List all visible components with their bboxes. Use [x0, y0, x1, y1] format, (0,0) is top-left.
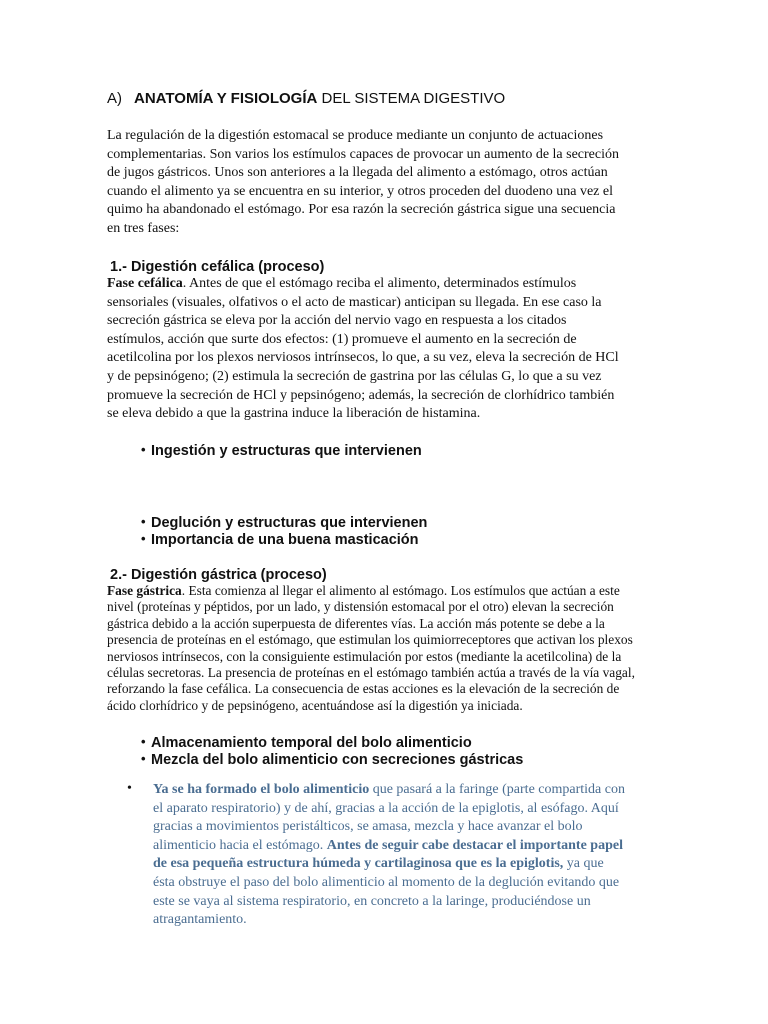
- intro-line: La regulación de la digestión estomacal se produce mediante un conjunto de actuaciones: [107, 128, 604, 143]
- intro-line: cuando el alimento ya se encuentra en su interior, y otros proceden del duodeno una vez el: [107, 183, 613, 199]
- bullet-item: [141, 734, 472, 751]
- bullet-text: Deglución y estructuras que intervienen: [151, 515, 428, 531]
- section2-title: 2.- Digestión gástrica (proceso): [110, 567, 327, 583]
- section1-line: promueve la secreción de HCl y pepsinógeno; además, la secreción de clorhídrico también: [107, 387, 615, 403]
- heading-rest: DEL SISTEMA DIGESTIVO: [317, 90, 506, 107]
- blue-line: [153, 837, 673, 856]
- blue-line5-rest: ya que: [563, 856, 604, 872]
- blue-paragraph: [153, 781, 673, 930]
- blue-line4-bold: Antes de seguir cabe destacar el importante papel: [326, 837, 623, 853]
- blue-line: gracias a movimientos peristálticos, se amasa, mezcla y hace avanzar el bolo: [153, 819, 583, 835]
- section1-line: y de pepsinógeno; (2) estimula la secreción de gastrina por las células G, lo que a su vez: [107, 368, 602, 384]
- intro-line: complementarias. Son varios los estímulos capaces de provocar un aumento de la secreción: [107, 146, 619, 162]
- bullet-item: [141, 514, 427, 531]
- section2-paragraph: [107, 583, 663, 714]
- blue-line1-rest: que pasará a la faringe (parte compartida con: [369, 782, 625, 797]
- section2-line: nivel (proteínas y péptidos, por un lado, y distensión estomacal por el otro) elevan la secreción: [107, 599, 614, 615]
- section1-paragraph: [107, 275, 663, 424]
- blue-line4-plain: alimenticio hacia el estómago.: [153, 837, 327, 853]
- section2-term: Fase gástrica: [107, 583, 182, 598]
- bullet-item: [141, 442, 422, 459]
- section1-first-line: . Antes de que el estómago reciba el alimento, determinados estímulos: [182, 276, 577, 291]
- intro-paragraph: [107, 127, 663, 239]
- bullet-text: Ingestión y estructuras que intervienen: [151, 443, 422, 459]
- section1-term: Fase cefálica: [107, 276, 183, 291]
- bullet-text: Mezcla del bolo alimenticio con secreciones gástricas: [151, 752, 524, 768]
- heading-letter: A): [107, 90, 122, 107]
- section1-title: 1.- Digestión cefálica (proceso): [110, 259, 325, 275]
- blue-line: el aparato respiratorio) y de ahí, gracias a la acción de la epiglotis, al esófago. Aquí: [153, 800, 619, 816]
- section2-line: [107, 583, 663, 599]
- section1-line: secreción gástrica se eleva por la acción del nervio vago en respuesta a los citados: [107, 313, 567, 329]
- section1-line: [107, 275, 663, 294]
- section1-line: se eleva debido a que la gastrina induce la liberación de histamina.: [107, 406, 481, 422]
- section2-first-line: . Esta comienza al llegar el alimento al estómago. Los estímulos que actúan a este: [181, 583, 620, 598]
- blue-line: [153, 855, 673, 874]
- blue-line5-bold: de esa pequeña estructura húmeda y cartilaginosa que es la epiglotis,: [153, 856, 564, 872]
- intro-line: en tres fases:: [107, 220, 180, 236]
- blue-line: [153, 781, 673, 800]
- section1-line: acetilcolina por los plexos nerviosos intrínsecos, lo que, a su vez, eleva la secreción de HCl: [107, 350, 619, 366]
- blue-bold-start: Ya se ha formado el bolo alimenticio: [153, 782, 370, 797]
- section-heading: [107, 90, 505, 107]
- section1-line: estímulos, acción que surte dos efectos: (1) promueve el aumento en la secreción de: [107, 331, 577, 347]
- bullet-icon: •: [127, 781, 132, 796]
- bullet-text: Almacenamiento temporal del bolo alimenticio: [151, 735, 472, 751]
- section2-line: gástrica debido a la acción superpuesta de diferentes vías. La acción más potente se debe a la: [107, 615, 605, 631]
- section2-line: presencia de proteínas en el estómago, que estimulan los quimiorreceptores que activan los plexos: [107, 632, 633, 648]
- bullet-icon: •: [141, 751, 146, 766]
- section2-line: reforzando la fase cefálica. La consecuencia de estas acciones es la elevación de la secreción de: [107, 681, 620, 697]
- bullet-icon: •: [141, 442, 146, 457]
- intro-line: de jugos gástricos. Unos son anteriores a la llegada del alimento a estómago, otros actúan: [107, 165, 608, 181]
- heading-bold: ANATOMÍA Y FISIOLOGÍA: [134, 90, 318, 107]
- section2-line: ácido clorhídrico y de pepsinógeno, acentuándose así la digestión ya iniciada.: [107, 697, 523, 713]
- section2-line: células secretoras. La presencia de proteínas en el estómago también actúa a través de la vía vagal,: [107, 665, 635, 681]
- section1-line: sensoriales (visuales, olfativos o el acto de masticar) anticipan su llegada. En ese caso la: [107, 294, 602, 310]
- blue-line: atragantamiento.: [153, 912, 247, 928]
- bullet-item: [141, 751, 523, 768]
- blue-line: este se vaya al sistema respiratorio, en concreto a la laringe, produciéndose un: [153, 893, 591, 909]
- bullet-text: Importancia de una buena masticación: [151, 532, 419, 548]
- bullet-icon: •: [141, 531, 146, 546]
- blue-line: ésta obstruye el paso del bolo alimenticio al momento de la deglución evitando que: [153, 874, 620, 890]
- bullet-item: [141, 531, 419, 548]
- bullet-icon: •: [141, 734, 146, 749]
- bullet-icon: •: [141, 514, 146, 529]
- section2-line: nerviosos intrínsecos, con la consiguiente estimulación por estos (mediante la acetilcolina) de la: [107, 648, 622, 664]
- intro-line: quimo ha abandonado el estómago. Por esa razón la secreción gástrica sigue una secuencia: [107, 202, 616, 218]
